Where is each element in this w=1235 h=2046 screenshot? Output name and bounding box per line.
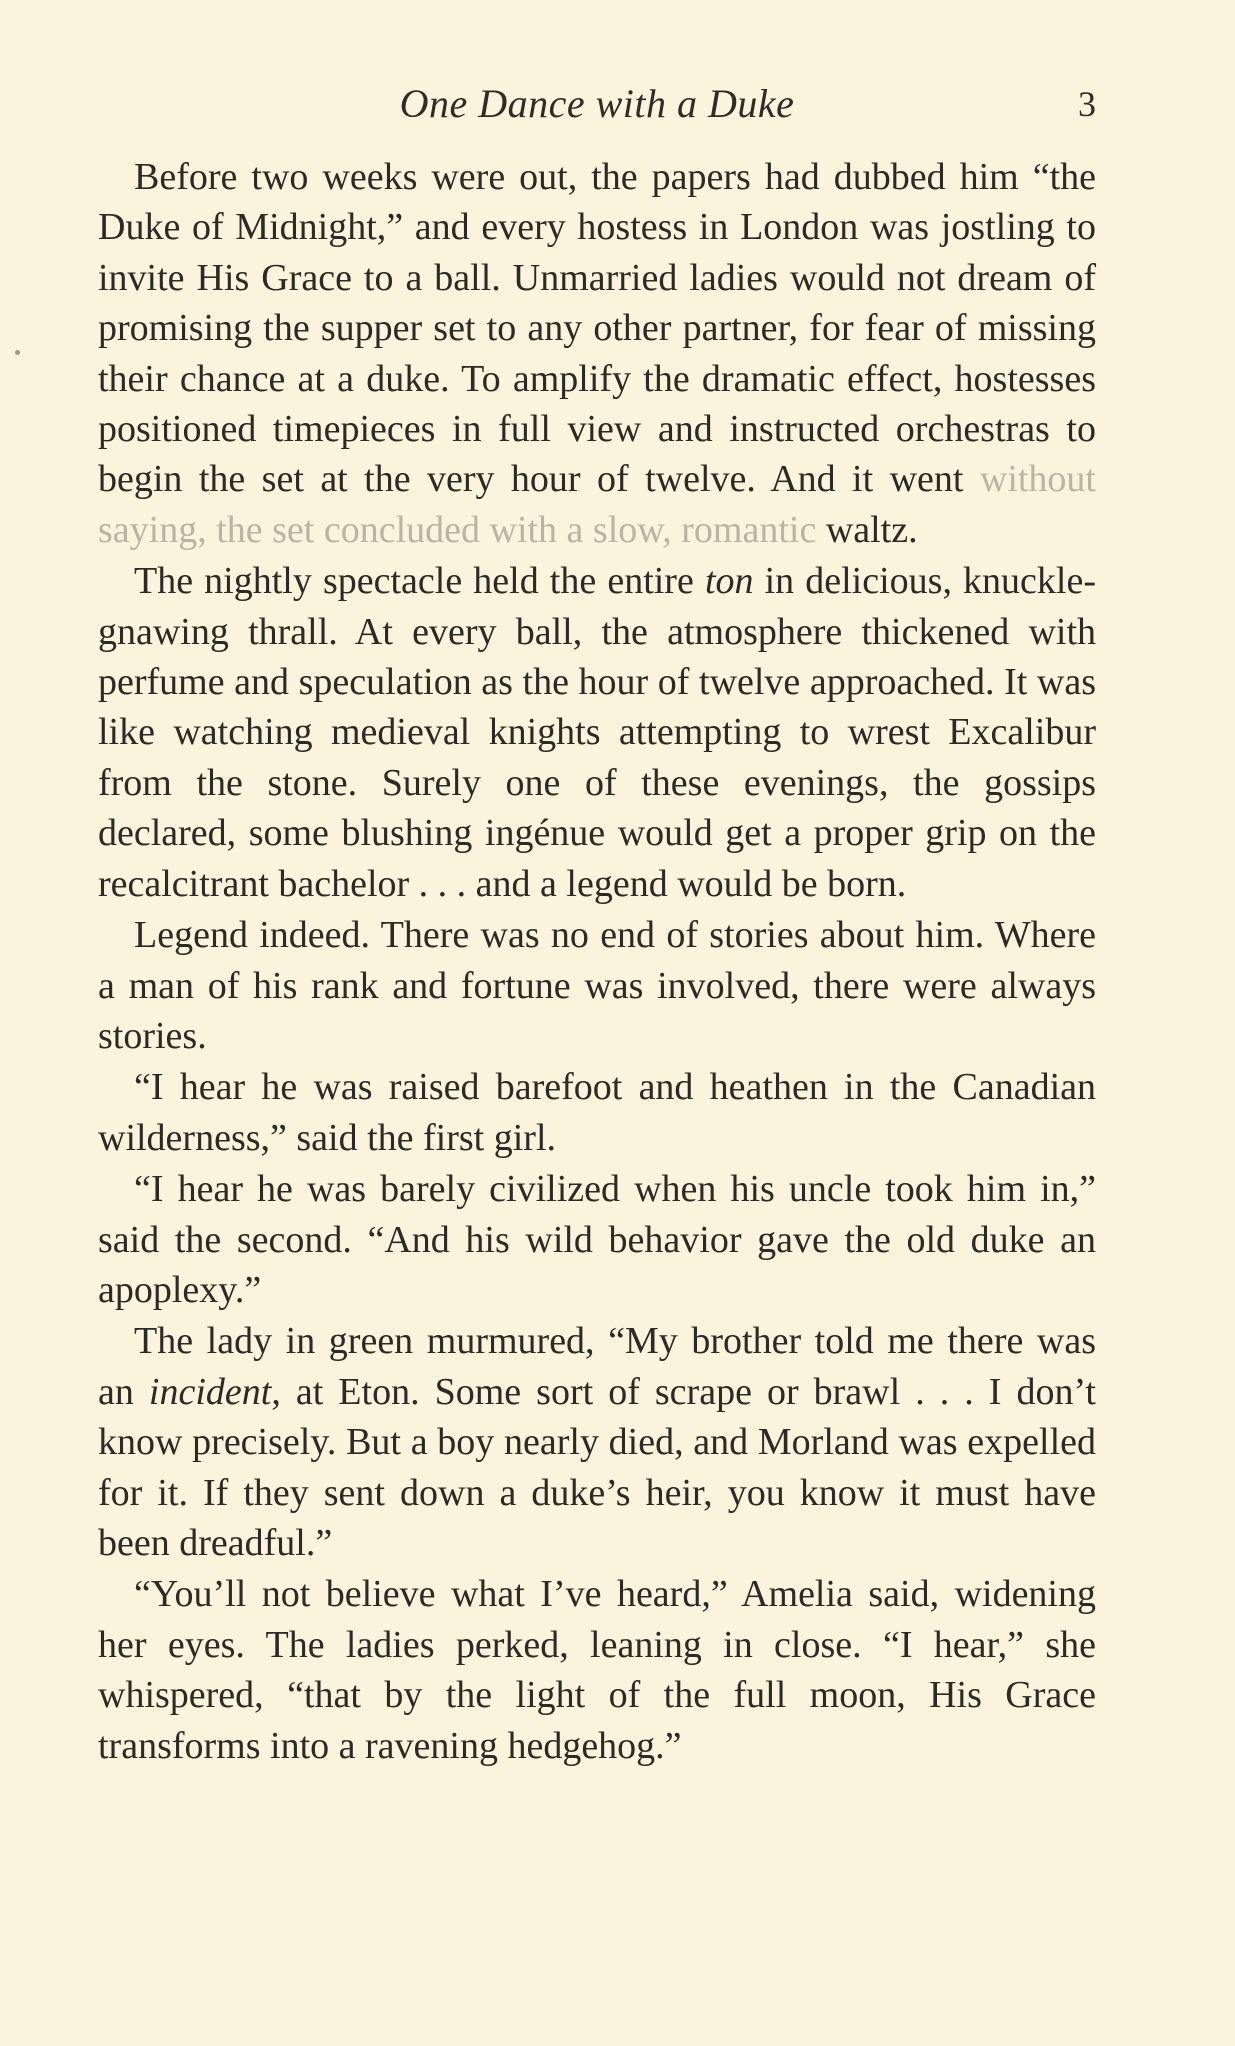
- paragraph: [98, 1164, 1096, 1315]
- paragraph: [98, 556, 1096, 909]
- paragraph: [98, 1569, 1096, 1771]
- running-header: [98, 76, 1096, 132]
- text-run: The lady in green murmured, “My brother told me there was an: [98, 1320, 1096, 1413]
- text-run: Before two weeks were out, the papers had dubbed him “the Duke of Midnight,” and every hostess in London was jostling to invite His Grace to a ball. Unmarried ladies would not dream of promising the supper set to any other partner, for fear of missing their chance at a duke. To amplify the dramatic effect, hostesses positioned timepieces in full view and instructed orchestras to begin the set at the very hour of twelve. And it went: [98, 156, 1096, 501]
- running-title: One Dance with a Duke: [399, 81, 795, 126]
- text-run: in delicious, knuckle-gnawing thrall. At every ball, the atmosphere thickened with perfume and speculation as the hour of twelve approached. It was like watching medieval knights attempting to wrest Excalibur from the stone. Surely one of these evenings, the gossips declared, some blushing ingénue would get a proper grip on the recalcitrant bachelor . . . and a legend would be born.: [98, 560, 1096, 905]
- paragraph: [98, 152, 1096, 555]
- faded-text-run: without saying, the set concluded with a slow, romantic: [98, 458, 1096, 551]
- italic-text-run: incident: [148, 1370, 272, 1413]
- scan-dot: [15, 350, 20, 355]
- text-run: “I hear he was raised barefoot and heathen in the Canadian wilderness,” said the first girl.: [98, 1066, 1096, 1159]
- italic-text-run: ton: [704, 560, 754, 603]
- text-run: waltz.: [816, 508, 918, 551]
- text-run: “I hear he was barely civilized when his uncle took him in,” said the second. “And his wild behavior gave the old duke an apoplexy.”: [98, 1168, 1096, 1311]
- paragraph: [98, 910, 1096, 1061]
- paragraph: [98, 1062, 1096, 1163]
- page-number: 3: [1078, 84, 1096, 124]
- body-text: [98, 152, 1096, 1772]
- text-run: The nightly spectacle held the entire: [134, 560, 705, 603]
- paragraph: [98, 1316, 1096, 1568]
- text-run: , at Eton. Some sort of scrape or brawl . . . I don’t know precisely. But a boy nearly died, and Morland was expelled for it. If they sent down a duke’s heir, you know it must have been dreadful.”: [98, 1370, 1096, 1564]
- text-run: Legend indeed. There was no end of stories about him. Where a man of his rank and fortune was involved, there were always stories.: [98, 914, 1096, 1057]
- text-run: “You’ll not believe what I’ve heard,” Amelia said, widening her eyes. The ladies perked, leaning in close. “I hear,” she whispered, “that by the light of the full moon, His Grace transforms into a ravening hedgehog.”: [98, 1573, 1096, 1767]
